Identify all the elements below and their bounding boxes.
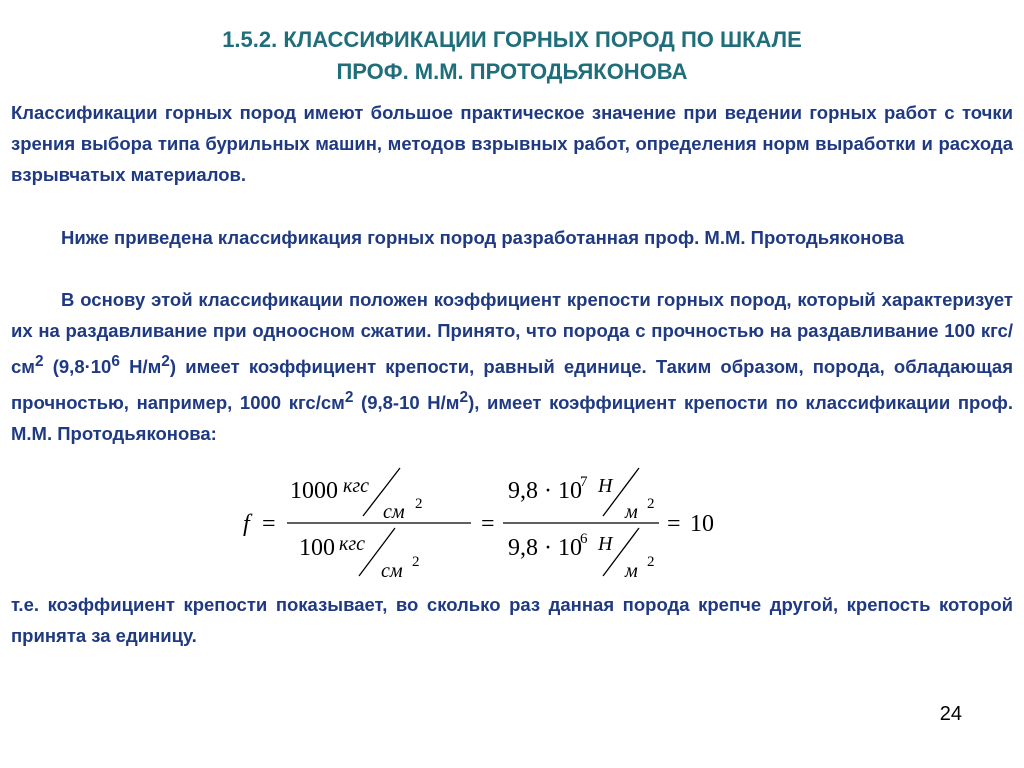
den2-value: 9,8 · 10 <box>508 535 582 561</box>
num2-unit-exp: 2 <box>647 496 655 512</box>
den2-unit-bottom: м <box>625 560 638 582</box>
den2-unit-top: Н <box>598 533 613 555</box>
strength-formula <box>235 462 755 586</box>
paragraph-classification-intro: Ниже приведена классификация горных пород разработанная проф. М.М. Протодьяконова <box>61 227 905 248</box>
p3-sup-h: 2 <box>344 389 354 407</box>
num2-unit-top: Н <box>598 475 613 497</box>
p3-text-e: Н/м <box>119 356 162 378</box>
paragraph-conclusion: т.е. коэффициент крепости показывает, во сколько раз данная порода крепче другой, крепость которой принята за единицу. <box>11 594 1013 646</box>
p3-sup-b: 2 <box>34 353 44 370</box>
p3-text-i: (9,8-10 Н/м <box>353 392 460 414</box>
paragraph-strength-coefficient <box>11 284 1013 449</box>
p3-text-k: ), имеет коэффициент крепости по классификации проф. М.М. Протодьяконова: <box>11 392 1013 445</box>
den1-unit-bottom: см <box>381 560 403 582</box>
den2-unit-exp: 2 <box>647 554 655 570</box>
formula-result: 10 <box>690 511 714 537</box>
formula-f: f <box>243 511 250 537</box>
paragraph-intro: Классификации горных пород имеют большое практическое значение при ведении горных работ с точки зрения выбора типа бурильных машин, методов взрывных работ, определения норм выработки и расхода взрывчатых материалов. <box>11 102 1013 185</box>
p3-sup-f: 2 <box>161 353 170 370</box>
title-line-2: ПРОФ. М.М. ПРОТОДЬЯКОНОВА <box>336 59 688 84</box>
num1-unit-bottom: см <box>383 501 405 523</box>
num2-exp: 7 <box>580 474 588 490</box>
num1-value: 1000 <box>290 478 338 504</box>
num1-unit-top: кгс <box>343 475 370 497</box>
p3-sup-d: 6 <box>111 353 120 370</box>
p3-text-c: (9,8·10 <box>43 356 112 378</box>
page-number: 24 <box>939 703 962 725</box>
p3-text-g: ) имеет коэффициент крепости, равный единице. Таким образом, порода, обладающая прочностью, например, 1000 кгс/см <box>11 356 1013 414</box>
num2-unit-bottom: м <box>625 501 638 523</box>
num1-exp: 2 <box>415 496 423 512</box>
p3-sup-j: 2 <box>459 389 469 407</box>
formula-eq-3: = <box>667 511 681 537</box>
den1-value: 100 <box>299 535 335 561</box>
slide-title <box>0 24 1024 88</box>
formula-eq-1: = <box>262 511 276 537</box>
title-line-1: 1.5.2. КЛАССИФИКАЦИИ ГОРНЫХ ПОРОД ПО ШКАЛЕ <box>222 27 802 52</box>
den1-unit-top: кгс <box>339 533 366 555</box>
num2-value: 9,8 · 10 <box>508 478 582 504</box>
formula-eq-2: = <box>481 511 495 537</box>
den1-exp: 2 <box>412 554 420 570</box>
p3-text-a: В основу этой классификации положен коэффициент крепости горных пород, который характеризует их на раздавливание при одноосном сжатии. Принято, что порода с прочностью на раздавливание 100 кгс/см <box>11 289 1013 378</box>
den2-exp: 6 <box>580 531 588 547</box>
formula-svg <box>235 462 755 586</box>
